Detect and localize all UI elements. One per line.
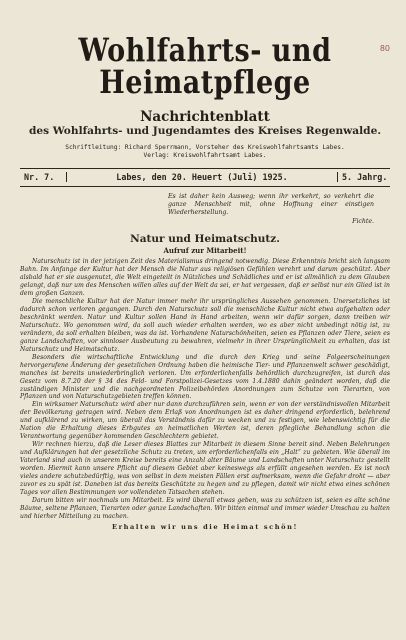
archive-number: 80 bbox=[379, 44, 390, 53]
masthead-title: Wohlfahrts- und Heimatpflege bbox=[78, 32, 332, 102]
issue-bar bbox=[20, 168, 390, 187]
epigraph bbox=[168, 193, 374, 226]
issue-place-date: Labes, den 20. Heuert (Juli) 1925. bbox=[116, 172, 288, 183]
article-paragraph: Wir rechnen hierzu, daß die Leser dieses Blattes zur Mitarbeit in diesem Sinne bereit sind. Neben Belehrungen und Aufklärungen hat der gesetzliche Schutz zu treten, um erforderlichenfalls ein „Halt“ zu gebieten. Wie überall im Vaterland sind auch in unserem Kreise bereits eine Anzahl alter Bäume und Landschaften unter Naturschutz gestellt worden. Hiermit kann unsere Pflicht auf diesem Gebiet aber keineswegs als erfüllt angesehen werden. Es ist noch vieles andere schutzbedürftig, was von selbst in dem meisten Fällen erst aufmerksam, wenn die Gefahr droht — aber zuvor es zu spät ist. Daneben ist das bereits Geschützte zu hegen und zu pflegen, damit wir nicht etwa eines schönen Tages vor allen Bestimmungen vor vollendeten Tatsachen stehen. bbox=[20, 441, 390, 497]
article-paragraph: Naturschutz ist in der jetzigen Zeit des Materialismus dringend notwendig. Diese Erkenntnis bricht sich langsam Bahn. Im Anfange der Kultur hat der Mensch die Natur aus religiösen Gefühlen verehrt und darum geschützt. Aber alsbald hat er sie ausgenutzt, die Welt eingeteilt in Nützliches und Schädliches und er ist allmählich zu dem Glauben gelangt, daß nur um des Menschen willen alles auf der Welt da sei, er hat vergessen, daß er selbst nur ein Glied ist in dem großen Ganzen. bbox=[20, 258, 390, 297]
epigraph-text: Es ist daher kein Ausweg; wenn ihr verkehrt, so verkehrt die ganze Menschheit mit, ohne Hoffnung einer einstigen Wiederherstellung. bbox=[168, 192, 374, 217]
article-paragraph: Darum bitten wir nochmals um Mitarbeit. Es wird überall etwas geben, was zu schützen ist, seien es alte schöne Bäume, seltene Pflanzen, Tierarten oder ganze Landschaften. Wir bitten einmal und immer wieder Umschau zu halten und hierher Mitteilung zu machen. bbox=[20, 497, 390, 520]
epigraph-author: Fichte. bbox=[352, 217, 374, 225]
publisher-line: des Wohlfahrts- und Jugendamtes des Kreises Regenwalde. bbox=[28, 125, 382, 138]
article-paragraph: Besonders die wirtschaftliche Entwicklung und die durch den Krieg und seine Folgeerscheinungen hervorgerufene Änderung der gesetzlichen Ordnung haben die heimische Tier- und Pflanzenwelt schwer geschädigt, manches ist bereits unwiederbringlich verloren. Um erforderlichenfalls behördlich durchzugreifen, ist durch das Gesetz vom 8.7.20 der § 34 des Feld- und Forstpolizei-Gesetzes vom 1.4.1880 dahin geändert worden, daß die zuständigen Minister und die nachgeordneten Polizeibehörden Anordnungen zum Schutze von Tierarten, von Pflanzen und von Naturschutzgebieten treffen können. bbox=[20, 353, 390, 401]
issue-number: Nr. 7. bbox=[20, 172, 67, 182]
publisher-imprint: Verlag: Kreiswohlfahrtsamt Labes. bbox=[143, 151, 267, 159]
article-paragraph: Die menschliche Kultur hat der Natur immer mehr ihr ursprüngliches Aussehen genommen. Unersetzliches ist dadurch schon verloren gegangen. Durch den Naturschutz soll die menschliche Kultur nicht etwa aufgehalten oder beschränkt werden. Natur und Kultur sollen Hand in Hand arbeiten, wenn wir dafür sorgen, dann treiben wir Naturschutz. Wo genommen wird, da soll auch wieder erhalten werden, wo es aber nicht unbedingt nötig ist, zu verändern, da soll erhalten bleiben, was da ist. Vorhandene Naturschönheiten, seien es Pflanzen oder Tiere, seien es ganze Landschaften, vor sinnloser Ausbeutung zu bewahren, vielmehr in ihrer Ursprünglichkeit zu erhalten, das ist Naturschutz und Heimatschutz. bbox=[20, 297, 390, 353]
issue-year: 5. Jahrg. bbox=[337, 172, 390, 182]
article-paragraph: Ein wirksamer Naturschutz wird aber nur dann durchzuführen sein, wenn er von der verständnisvollen Mitarbeit der Bevölkerung getragen wird. Neben dem Erlaß von Anordnungen ist es daher dringend erforderlich, belehrend und aufklärend zu wirken, um überall das Verständnis dafür zu wecken und zu festigen, wie lebenswichtig für die Nation die Erhaltung dieses Erbgutes an heimatlichen Werten ist, deren pflegliche Behandlung schon die Verantwortung gegenüber kommenden Geschlechtern gebietet. bbox=[20, 401, 390, 441]
newsletter-page bbox=[0, 32, 406, 640]
article-title: Natur und Heimatschutz. bbox=[130, 233, 280, 245]
newsletter-subtitle: Nachrichtenblatt bbox=[140, 109, 270, 125]
article-body bbox=[20, 258, 390, 521]
editor-line: Schriftleitung: Richard Sperrmann, Vorsteher des Kreiswohlfahrtsamts Labes. bbox=[65, 143, 345, 151]
article-subtitle: Aufruf zur Mitarbeit! bbox=[163, 246, 247, 255]
closing-line: Erhalten wir uns die Heimat schön! bbox=[111, 522, 299, 531]
